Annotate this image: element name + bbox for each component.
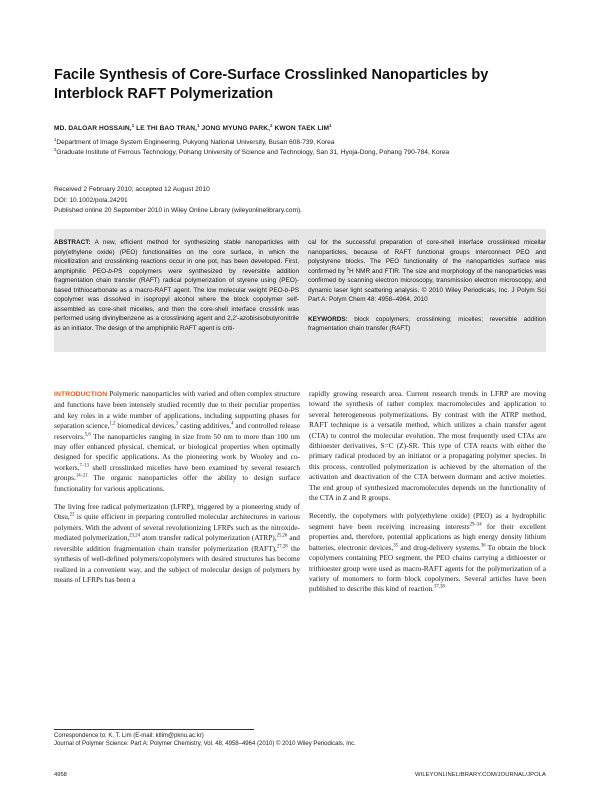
introduction-heading: INTRODUCTION: [54, 391, 108, 398]
correspondence-note: Correspondence to: K. T. Lim (E-mail: ktlim@pknu.ac.kr): [54, 733, 204, 739]
author-list: [54, 122, 554, 132]
abstract-right-column: [308, 238, 546, 334]
footnotes: [54, 732, 534, 748]
affiliations: [54, 138, 524, 158]
author-affil-mark: 1: [131, 122, 135, 128]
footnote-divider: [54, 729, 254, 730]
page-number: 4958: [54, 772, 67, 778]
author-affil-mark: 1: [329, 122, 332, 128]
doi: DOI: 10.1002/pola.24291: [54, 196, 128, 204]
abstract-label: ABSTRACT:: [54, 239, 91, 246]
affiliation: $^1$Department of Image System Engineering, Pukyong National University, Busan 608-739, Korea: [54, 136, 335, 146]
peo-paragraph: Recently, the copolymers with poly(ethylene oxide) (PEO) as a hydrophilic segment have been receiving increasing interests$^{29-34}$ for their excellent properties and, therefore, potential applications as high energy density lithium batteries, electronic devices,$^{35}$ and drug-delivery systems.$^{36}$ To obtain the block copolymers containing PEO segment, the PEO chains carrying a dithioester or trithioester group were used as macro-RAFT agents for the polymerization of a variety of monomers to form block copolymers. Several articles have been published to describe this kind of reaction.$^{37,38}$: [309, 511, 547, 594]
keywords-label: KEYWORDS:: [308, 315, 348, 323]
keywords: KEYWORDS: block copolymers; crosslinking; micelles; reversible addition fragmentation chain transfer (RAFT): [308, 315, 546, 333]
journal-citation: Journal of Polymer Science: Part A: Polymer Chemistry, Vol. 48, 4958–4964 (2010) © 2010 Wiley Periodicals, Inc.: [54, 741, 356, 748]
published-online: Published online 20 September 2010 in Wiley Online Library (wileyonlinelibrary.com).: [54, 207, 302, 214]
abstract-text: ABSTRACT: A new, efficient method for synthesizing stable nanoparticles with poly(ethylene oxide) (PEO) functionalities on the core surface, in which the micellization and crosslinking reactions occur in one pot, has been developed. First, amphiphilic PEO-b-PS copolymers were synthesized by reversible addition fragmentation chain transfer (RAFT) radical polymerization of styrene using (PEO)-based trithiocarbonate as a macro-RAFT agent. The low molecular weight PEO-b-PS copolymer was dissolved in isopropyl alcohol where the block copolymer self-assembled as core-shell micelles, and then the core-shell interface crosslink was performed using divinylbenzene as a crosslinking agent and 2,2′-azobisisobutyronitrile as an initiator. The design of the amphiphilic RAFT agent is criti-: [54, 239, 300, 332]
body-left-column: [54, 389, 300, 585]
author-affil-mark: 2: [270, 122, 273, 128]
received-date: Received 2 February 2010; accepted 12 August 2010: [54, 186, 210, 193]
introduction-paragraph: INTRODUCTION Polymeric nanoparticles with varied and often complex structure and functions have been intensely studied recently due to their peculiar properties and key roles in a wide number of applications, including supporting phases for separation science,$^{1,2}$ biomedical devices,$^3$ casting additives,$^4$ and controlled release reservoirs.$^{5,6}$ The nanoparticles ranging in size from 50 nm to more than 100 nm may offer enhanced physical, chemical, or biological properties when optimally designed for specific applications. As the pioneering work by Wooley and co-workers,$^{7-13}$ shell crosslinked micelles have been examined by several research groups.$^{14-21}$ The organic nanoparticles offer the ability to design surface functionality for various applications.: [54, 389, 300, 493]
author-affil-mark: 1: [197, 122, 200, 128]
author-name: JONG MYUNG PARK,: [201, 125, 271, 132]
publication-history: [54, 185, 534, 217]
lfrp-paragraph: The living free radical polymerization (LFRP), triggered by a pioneering study of Otsu,$^{22}$ is quite efficient in preparing controlled molecular architectures in various polymers. With the advent of several revolutionizing LFRPs such as the nitroxide-mediated polymerization,$^{23,24}$ atom transfer radical polymerization (ATRP),$^{25,26}$ and reversible addition fragmentation chain transfer polymerization (RAFT),$^{27,28}$ the synthesis of well-defined polymers/copolymers with desired structures has become realized in a convenient way, and the subject of molecular design of polymers by means of LFRPs has been a: [54, 502, 300, 584]
journal-url: WILEYONLINELIBRARY.COM/JOURNAL/JPOLA: [415, 772, 546, 778]
affiliation: $^2$Graduate Institute of Ferrous Technology, Pohang University of Science and Technology, San 31, Hyoja-Dong, Pohang 790-784, Korea: [54, 146, 450, 156]
author-name: KWON TAEK LIM: [274, 125, 330, 132]
abstract-left-column: [54, 238, 299, 333]
raft-paragraph: rapidly growing research area. Current research trends in LFRP are moving toward the synthesis of rather complex macromolecules and application to several heterogeneous polymerizations. By contrast with the ATRP method, RAFT technique is a versatile method, which utilizes a chain transfer agent (CTA) to control the molecular evolution. The most frequently used CTAs are dithioester derivatives, S=C (Z)-SR. This type of CTA reacts with either the primary radical produced by an initiator or a propagating polymer species. In this process, controlled polymerization is achieved by the alternation of the activation and deactivation of the CTA between dormant and active moieties. The end group of synthesized macromolecules depends on the functionality of the CTA in Z and R groups.: [309, 389, 546, 503]
abstract-text-continued: cal for the successful preparation of core-shell interface crosslinked micellar nanoparticles, because of RAFT functional groups interconnect PEO and polystyrene blocks. The PEO functionality of the nanoparticles surface was confirmed by $^1$H NMR and FTIR. The size and morphology of the nanoparticles was confirmed by scanning electron microscopy, transmission electron microscopy, and dynamic laser light scattering analysis. © 2010 Wiley Periodicals, Inc. J Polym Sci Part A: Polym Chem 48: 4958–4964, 2010: [308, 239, 546, 304]
body-right-column: [309, 389, 546, 595]
article-title: Facile Synthesis of Core-Surface Crosslinked Nanoparticles by Interblock RAFT Polymerization: [54, 67, 489, 102]
author-name: MD. DALOAR HOSSAIN,: [54, 125, 132, 132]
author-name: LE THI BAO TRAN,: [136, 125, 198, 132]
